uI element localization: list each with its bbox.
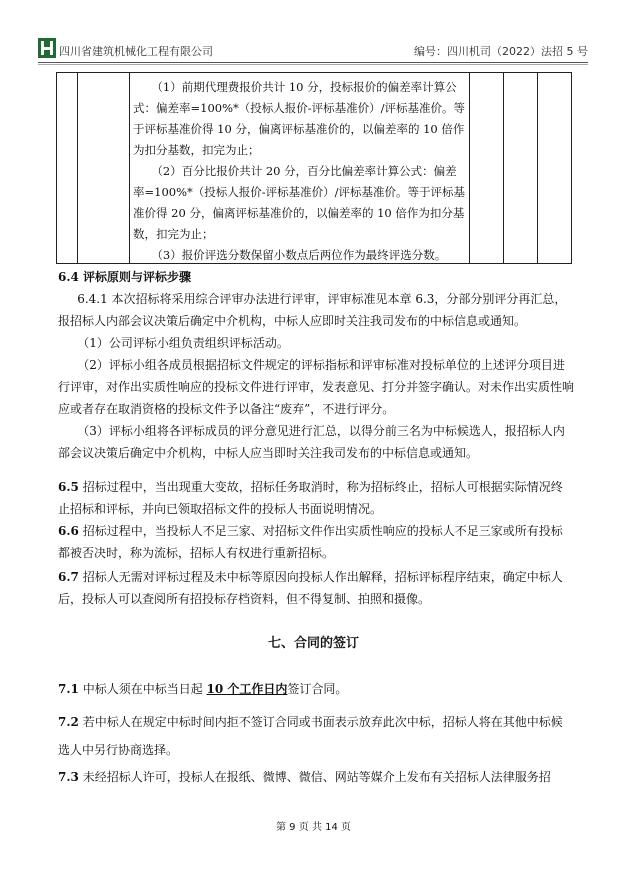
scoring-table: [56, 72, 572, 264]
page-number: 第 9 页 共 14 页: [276, 822, 351, 833]
table-column-divider: [503, 73, 504, 263]
section-6-6: [58, 520, 574, 564]
paragraph: （2）评标小组各成员根据招标文件规定的评标指标和评审标准对投标单位的上述评分项目进行评审，对作出实质性响应的投标文件进行评审，发表意见、打分并签字确认。对未作出实质性响应或者存在取消资格的投标文件予以备注“废弃”，不进行评分。: [58, 358, 575, 416]
paragraph: 7.1 中标人须在中标当日起 10 个工作日内签订合同。: [58, 682, 348, 696]
paragraph: 6.7 招标人无需对评标过程及未中标等原因向投标人作出解释，招标评标程序结束，确定中标人后，投标人可以查阅所有招投标存档资料，但不得复制、拍照和摄像。: [58, 570, 563, 606]
section-7-3: [58, 766, 574, 788]
section-6-7: [58, 566, 574, 610]
scoring-rule-2: （2）百分比报价共计 20 分，百分比偏差率计算公式：偏差率=100%*（投标人报价-评标基准价）/评标基准价。等于评标基准价得 20 分，偏离评标基准价的，以偏差率的 10 倍作为扣分基数，扣完为止；: [133, 164, 466, 241]
section-heading: 6.4 评标原则与评标步骤: [58, 270, 192, 284]
paragraph: 7.2 若中标人在规定中标时间内拒不签订合同或书面表示放弃此次中标，招标人将在其他中标候选人中另行协商选择。: [58, 715, 563, 757]
table-column-divider: [469, 73, 470, 263]
company-name: 四川省建筑机械化工程有限公司: [59, 45, 213, 58]
deadline-emphasis: 10 个工作日内: [206, 682, 288, 696]
header-divider-secondary: [38, 64, 588, 65]
paragraph: 7.3 未经招标人许可，投标人在报纸、微博、微信、网站等媒介上发布有关招标人法律服务招: [58, 770, 551, 784]
table-column-divider: [77, 73, 78, 263]
paragraph: 6.4.1 本次招标将采用综合评审办法进行评审，评审标准见本章 6.3，分部分别评分再汇总，报招标人内部会议决策后确定中介机构，中标人应即时关注我司发布的中标信息或通知。: [58, 292, 567, 328]
page-header: [38, 38, 588, 60]
scoring-rule-1: （1）前期代理费报价共计 10 分，投标报价的偏差率计算公式：偏差率=100%*（投标人报价-评标基准价）/评标基准价。等于评标基准价得 10 分，偏离评标基准价的，以偏差率的 10 倍作为扣分基数，扣完为止；: [133, 80, 466, 157]
section-6-4: [58, 266, 574, 464]
table-column-divider: [129, 73, 130, 263]
paragraph: 6.5 招标过程中，当出现重大变故，招标任务取消时，称为招标终止，招标人可根据实际情况终止招标和评标，并向已领取招标文件的投标人书面说明情况。: [58, 480, 563, 516]
company-logo-icon: [38, 38, 56, 58]
document-number: 编号：四川机司（2022）法招 5 号: [414, 45, 588, 58]
section-6-5: [58, 476, 574, 520]
table-column-divider: [537, 73, 538, 263]
chapter-title: 七、合同的签订: [267, 636, 359, 651]
paragraph: （1）公司评标小组负责组织评标活动。: [77, 336, 289, 350]
scoring-rule-3: （3）报价评选分数保留小数点后两位作为最终评选分数。: [151, 248, 447, 262]
header-divider: [38, 62, 588, 63]
section-7-2: [58, 708, 574, 764]
paragraph: 6.6 招标过程中，当投标人不足三家、对招标文件作出实质性响应的投标人不足三家或所有投标都被否决时，称为流标，招标人有权进行重新招标。: [58, 524, 563, 560]
section-7-1: [58, 678, 574, 700]
table-cell-scoring-rules: [133, 77, 467, 266]
paragraph: （3）评标小组将各评标成员的评分意见进行汇总，以得分前三名为中标候选人，报招标人内部会议决策后确定中介机构，中标人应当即时关注我司发布的中标信息或通知。: [58, 424, 565, 460]
